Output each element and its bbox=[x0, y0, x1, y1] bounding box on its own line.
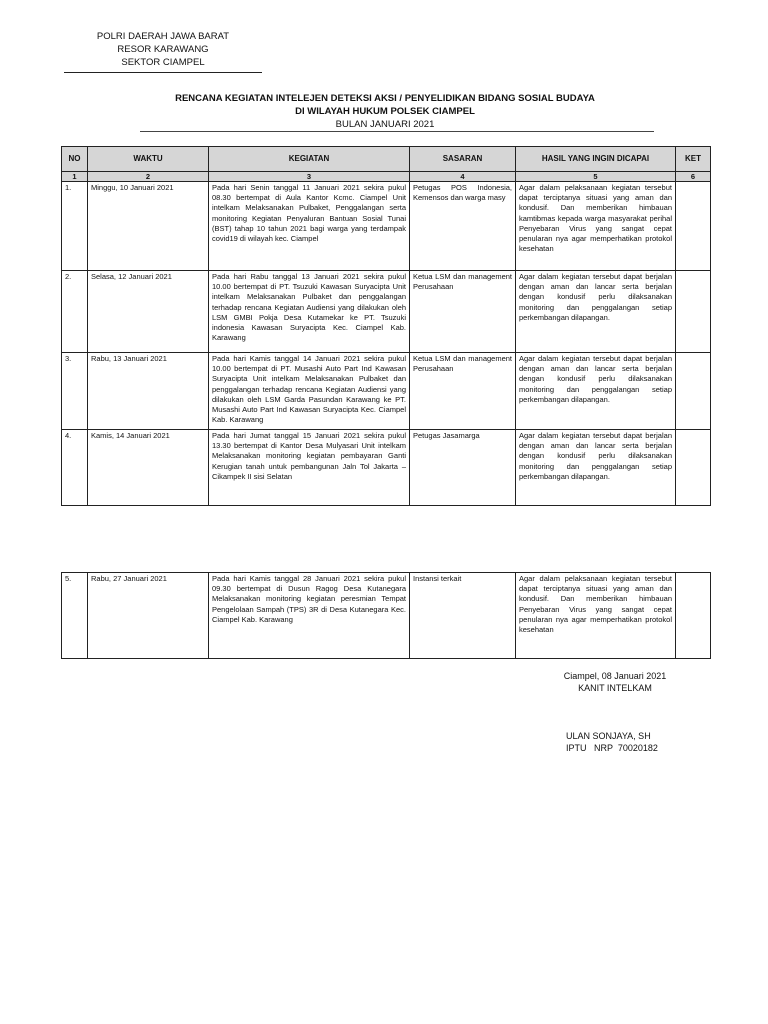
column-number: 1 bbox=[62, 172, 88, 182]
row-waktu: Rabu, 27 Januari 2021 bbox=[88, 573, 209, 659]
signature-place-date: Ciampel, 08 Januari 2021 bbox=[563, 671, 667, 681]
row-waktu: Rabu, 13 Januari 2021 bbox=[88, 353, 209, 430]
column-number-row bbox=[62, 172, 711, 182]
column-number: 2 bbox=[88, 172, 209, 182]
row-sasaran: Instansi terkait bbox=[410, 573, 516, 659]
col-header-no: NO bbox=[62, 147, 88, 172]
row-no: 5. bbox=[62, 573, 88, 659]
doc-title-line-1: RENCANA KEGIATAN INTELEJEN DETEKSI AKSI / PENYELIDIKAN BIDANG SOSIAL BUDAYA bbox=[175, 93, 595, 104]
column-number: 4 bbox=[410, 172, 516, 182]
doc-title-period: BULAN JANUARI 2021 bbox=[335, 119, 435, 130]
row-ket bbox=[676, 430, 711, 506]
col-header-sasaran: SASARAN bbox=[410, 147, 516, 172]
org-header bbox=[64, 30, 262, 69]
signature-rank-nrp: IPTU NRP 70020182 bbox=[566, 743, 658, 753]
org-line-3: SEKTOR CIAMPEL bbox=[121, 57, 205, 68]
org-line-2: RESOR KARAWANG bbox=[117, 44, 209, 55]
column-number: 5 bbox=[516, 172, 676, 182]
row-no: 3. bbox=[62, 353, 88, 430]
row-waktu: Minggu, 10 Januari 2021 bbox=[88, 182, 209, 271]
row-ket bbox=[676, 271, 711, 353]
row-waktu: Kamis, 14 Januari 2021 bbox=[88, 430, 209, 506]
row-sasaran: Petugas POS Indonesia, Kemensos dan warga masy bbox=[410, 182, 516, 271]
row-kegiatan: Pada hari Senin tanggal 11 Januari 2021 sekira pukul 08.30 bertempat di Aula Kantor Kcmc. Ciampel Unit intelkam Melaksanakan Pulbaket, Penggalangan serta monitoring Kegiatan Penyaluran Bantuan Sosial Tunai (BST) tahap 10 tahun 2021 bagi warga yang terdampak covid19 di wilayah kec. Ciampel bbox=[209, 182, 410, 271]
row-hasil: Agar dalam pelaksanaan kegiatan tersebut dapat terciptanya situasi yang aman dan kondusif. Dan memberikan himbauan Penyebaran Virus yang sangat cepat penularan nya agar memperhatikan protokol kesehatan bbox=[516, 573, 676, 659]
table-row bbox=[62, 430, 711, 506]
row-kegiatan: Pada hari Kamis tanggal 14 Januari 2021 sekira pukul 10.00 bertempat di PT. Musashi Auto Part Ind Kawasan Suryacipta Unit intelkam Melaksanakan Pulbaket dan penggalangan terhadap rencana Kegiatan Audiensi yang dilakukan oleh LSM Garda Pasundan Karawang ke PT. Musashi Auto Part Ind Kawasan Suryacipta Kec. Ciampel Kab. Karawang bbox=[209, 353, 410, 430]
col-header-kegiatan: KEGIATAN bbox=[209, 147, 410, 172]
table-header-row bbox=[62, 147, 711, 172]
activity-table bbox=[61, 146, 711, 506]
row-sasaran: Petugas Jasamarga bbox=[410, 430, 516, 506]
row-ket bbox=[676, 182, 711, 271]
table-row bbox=[62, 353, 711, 430]
column-number: 6 bbox=[676, 172, 711, 182]
signature-position: KANIT INTELKAM bbox=[578, 683, 652, 693]
title-underline bbox=[140, 131, 654, 132]
col-header-ket: KET bbox=[676, 147, 711, 172]
row-waktu: Selasa, 12 Januari 2021 bbox=[88, 271, 209, 353]
row-ket bbox=[676, 573, 711, 659]
row-kegiatan: Pada hari Kamis tanggal 28 Januari 2021 sekira pukul 09.30 bertempat di Dusun Ragog Desa Kutanegara Melaksanakan monitoring kegiatan peresmian Tempat Pengelolaan Sampah (TPS) 3R di Desa Kutanegara Kec. Ciampel Kab. Karawang bbox=[209, 573, 410, 659]
table-row bbox=[62, 182, 711, 271]
col-header-waktu: WAKTU bbox=[88, 147, 209, 172]
row-kegiatan: Pada hari Jumat tanggal 15 Januari 2021 sekira pukul 13.30 bertempat di Kantor Desa Mulyasari Unit intelkam Melaksanakan monitoring kegiatan pembayaran Ganti Kerugian tanah untuk pembangunan Jaln Tol Jakarta – Cikampek II sisi Selatan bbox=[209, 430, 410, 506]
row-hasil: Agar dalam pelaksanaan kegiatan tersebut dapat terciptanya situasi yang aman dan kondusif. Dan memberikan himbauan kamtibmas kepada warga masyarakat perihal Penyebaran Virus yang sangat cepat penularan nya agar memperhatikan protokol kesehatan bbox=[516, 182, 676, 271]
row-no: 4. bbox=[62, 430, 88, 506]
row-hasil: Agar dalam kegiatan tersebut dapat berjalan dengan aman dan lancar serta berjalan dengan kondusif perlu dilaksanakan monitoring dan penggalangan setiap perkembangan dilapangan. bbox=[516, 353, 676, 430]
row-ket bbox=[676, 353, 711, 430]
row-no: 1. bbox=[62, 182, 88, 271]
table-row bbox=[62, 271, 711, 353]
activity-table-continued bbox=[61, 572, 711, 659]
org-underline bbox=[64, 72, 262, 73]
row-sasaran: Ketua LSM dan management Perusahaan bbox=[410, 271, 516, 353]
col-header-hasil: HASIL YANG INGIN DICAPAI bbox=[516, 147, 676, 172]
row-hasil: Agar dalam kegiatan tersebut dapat berjalan dengan aman dan lancar serta berjalan dengan kondusif perlu dilaksanakan monitoring dan penggalangan setiap perkembangan dilapangan. bbox=[516, 430, 676, 506]
table-row bbox=[62, 573, 711, 659]
doc-title-line-2: DI WILAYAH HUKUM POLSEK CIAMPEL bbox=[295, 106, 475, 117]
row-no: 2. bbox=[62, 271, 88, 353]
column-number: 3 bbox=[209, 172, 410, 182]
org-line-1: POLRI DAERAH JAWA BARAT bbox=[96, 31, 230, 42]
signature-name: ULAN SONJAYA, SH bbox=[566, 731, 651, 741]
row-sasaran: Ketua LSM dan management Perusahaan bbox=[410, 353, 516, 430]
row-hasil: Agar dalam kegiatan tersebut dapat berjalan dengan aman dan lancar serta berjalan dengan kondusif perlu dilaksanakan monitoring dan penggalangan setiap perkembangan dilapangan. bbox=[516, 271, 676, 353]
row-kegiatan: Pada hari Rabu tanggal 13 Januari 2021 sekira pukul 10.00 bertempat di PT. Tsuzuki Kawasan Suryacipta Unit intelkam Melaksanakan Pulbaket dan penggalangan terhadap rencana Kegiatan Audiensi yang dilakukan oleh LSM GMBI Pokja Desa Kutamekar ke PT. Tsuzuki indonesia Kawasan Suryacipta Kec. Ciampel Kab. Karawang bbox=[209, 271, 410, 353]
